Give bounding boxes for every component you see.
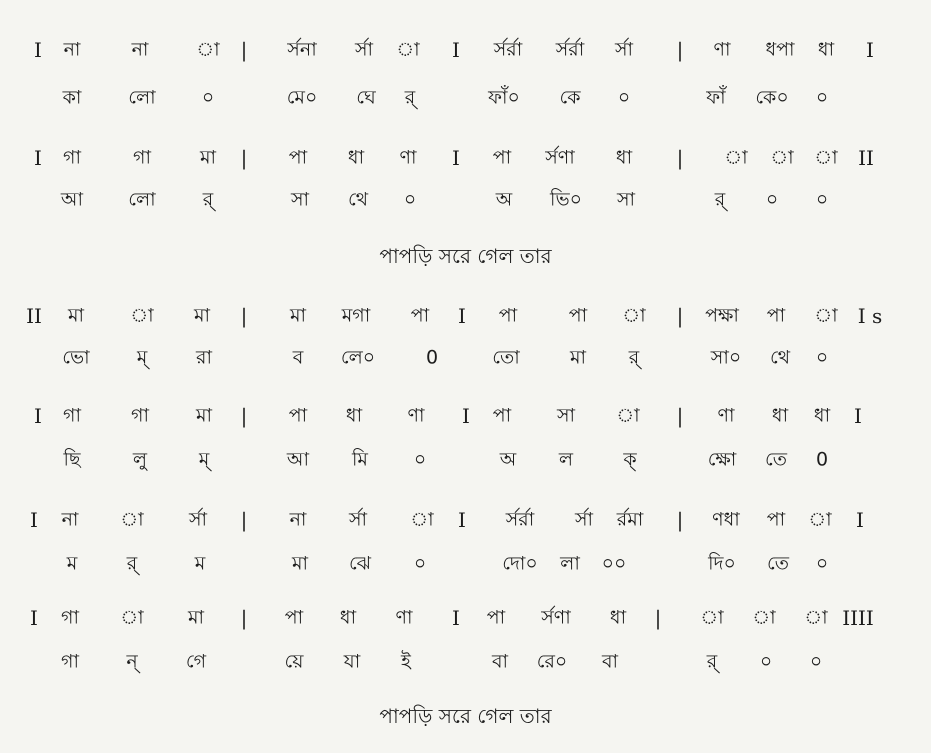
lyric-syllable: দো০ bbox=[502, 552, 538, 575]
lyric-syllable: ফাঁ bbox=[706, 86, 726, 109]
bar-line: | bbox=[240, 38, 248, 62]
lyric-syllable: র্ bbox=[714, 188, 726, 211]
swara-note: র্সা bbox=[354, 38, 374, 61]
lyric-syllable: মি bbox=[352, 448, 368, 471]
bar-line: I bbox=[34, 146, 42, 170]
bar-line: I bbox=[452, 606, 460, 630]
swara-note: র্সা bbox=[574, 508, 594, 531]
lyric-syllable: থে bbox=[769, 346, 791, 369]
notation-row bbox=[0, 500, 931, 540]
lyric-syllable: ন্ bbox=[126, 650, 138, 673]
swara-note: পা bbox=[410, 304, 430, 327]
lyric-syllable: অ bbox=[499, 448, 517, 471]
lyric-syllable: আ bbox=[60, 188, 84, 211]
notation-row bbox=[0, 296, 931, 336]
swara-note: া bbox=[770, 146, 794, 169]
lyric-syllable: ০০ bbox=[601, 552, 627, 575]
bar-line: | bbox=[654, 606, 662, 630]
lyric-syllable: ভো bbox=[62, 346, 90, 369]
lyric-syllable: লু bbox=[132, 448, 148, 471]
lyric-syllable: ছি bbox=[63, 448, 81, 471]
lyric-syllable: ক্ bbox=[623, 448, 637, 471]
bar-line: II bbox=[26, 304, 42, 328]
bar-line: | bbox=[676, 404, 684, 428]
lyric-syllable: ০ bbox=[815, 552, 829, 575]
bar-line: I bbox=[458, 508, 466, 532]
notation-row bbox=[0, 30, 931, 70]
bar-line: I bbox=[452, 146, 460, 170]
swara-note: গা bbox=[61, 606, 79, 629]
lyric-syllable: কে bbox=[559, 86, 581, 109]
lyric-syllable: সা bbox=[290, 188, 310, 211]
swara-note: া bbox=[814, 146, 838, 169]
lyric-syllable: ঝে bbox=[348, 552, 372, 575]
notation-row bbox=[0, 396, 931, 436]
swara-note: না bbox=[63, 38, 81, 61]
lyric-syllable: তে bbox=[767, 552, 789, 575]
swara-note: ণা bbox=[395, 606, 413, 629]
bar-line: I s bbox=[857, 304, 883, 328]
swara-note: ধা bbox=[817, 38, 835, 61]
swara-note: মা bbox=[187, 606, 205, 629]
lyric-syllable: য়ে bbox=[284, 650, 304, 673]
swara-note: া bbox=[616, 404, 640, 427]
lyric-syllable: ব bbox=[292, 346, 304, 369]
lyric-syllable: গে bbox=[185, 650, 207, 673]
lyric-syllable: যা bbox=[343, 650, 361, 673]
lyric-syllable: লো bbox=[128, 86, 156, 109]
swara-note: র্সা bbox=[614, 38, 634, 61]
swara-note: না bbox=[131, 38, 149, 61]
swara-note: পা bbox=[766, 304, 786, 327]
swara-note: মগা bbox=[341, 304, 371, 327]
swara-note: া bbox=[130, 304, 154, 327]
bar-line: | bbox=[676, 146, 684, 170]
swara-note: মা bbox=[195, 404, 213, 427]
swara-note: ধা bbox=[813, 404, 831, 427]
lyric-row bbox=[0, 440, 931, 480]
swara-note: া bbox=[622, 304, 646, 327]
swara-note: ণা bbox=[717, 404, 735, 427]
lyric-syllable: রা bbox=[196, 346, 212, 369]
lyric-syllable: 0 bbox=[425, 346, 439, 369]
swara-note: র্রমা bbox=[616, 508, 644, 531]
swara-note: ধা bbox=[615, 146, 633, 169]
lyric-syllable: ০ bbox=[413, 552, 427, 575]
swara-note: া bbox=[804, 606, 828, 629]
lyric-syllable: ফাঁ০ bbox=[488, 86, 520, 109]
lyric-syllable: র্ bbox=[706, 650, 718, 673]
lyric-syllable: ০ bbox=[617, 86, 631, 109]
swara-note: সা bbox=[556, 404, 576, 427]
bar-line: I bbox=[34, 38, 42, 62]
swara-note: র্সর্রা bbox=[505, 508, 535, 531]
bar-line: | bbox=[240, 146, 248, 170]
lyric-syllable: র্ bbox=[404, 86, 416, 109]
swara-note: ধা bbox=[339, 606, 357, 629]
lyric-syllable: অ bbox=[495, 188, 513, 211]
swara-note: পা bbox=[498, 304, 518, 327]
section-caption: পাপড়ি সরে গেল তার bbox=[379, 704, 552, 728]
lyric-syllable: ০ bbox=[403, 188, 417, 211]
swara-note: পা bbox=[284, 606, 304, 629]
bar-line: | bbox=[240, 606, 248, 630]
bar-line: I bbox=[30, 606, 38, 630]
lyric-row bbox=[0, 338, 931, 378]
lyric-syllable: ভি০ bbox=[550, 188, 582, 211]
lyric-syllable: ম bbox=[66, 552, 78, 575]
lyric-syllable: র্ bbox=[202, 188, 214, 211]
notation-row bbox=[0, 138, 931, 178]
lyric-syllable: ০ bbox=[815, 86, 829, 109]
bar-line: | bbox=[676, 38, 684, 62]
swara-note: ণধা bbox=[712, 508, 740, 531]
bar-line: I bbox=[854, 404, 862, 428]
swara-note: মা bbox=[193, 304, 211, 327]
lyric-syllable: কা bbox=[62, 86, 82, 109]
swara-note: পা bbox=[288, 404, 308, 427]
bar-line: I bbox=[452, 38, 460, 62]
lyric-syllable: র্ bbox=[628, 346, 640, 369]
swara-note: মা bbox=[289, 304, 307, 327]
lyric-syllable: লা bbox=[560, 552, 580, 575]
lyric-syllable: ক্ষো bbox=[707, 448, 737, 471]
swara-note: না bbox=[289, 508, 307, 531]
lyric-syllable: আ bbox=[286, 448, 310, 471]
lyric-row bbox=[0, 544, 931, 584]
lyric-syllable: ম্ bbox=[198, 448, 210, 471]
lyric-syllable: তো bbox=[492, 346, 520, 369]
swara-note: না bbox=[61, 508, 79, 531]
swara-note: ধপা bbox=[765, 38, 795, 61]
swara-note: া bbox=[196, 38, 220, 61]
swara-note: ণা bbox=[399, 146, 417, 169]
swara-note: ণা bbox=[407, 404, 425, 427]
lyric-syllable: কে০ bbox=[755, 86, 789, 109]
lyric-syllable: বা bbox=[491, 650, 509, 673]
swara-note: পা bbox=[492, 146, 512, 169]
lyric-syllable: ম bbox=[194, 552, 206, 575]
lyric-syllable: তে bbox=[765, 448, 787, 471]
lyric-syllable: বা bbox=[601, 650, 619, 673]
bar-line: II bbox=[858, 146, 874, 170]
swara-note: া bbox=[814, 304, 838, 327]
swara-note: র্সণা bbox=[545, 146, 575, 169]
lyric-syllable: সা bbox=[616, 188, 636, 211]
lyric-syllable: ০ bbox=[815, 346, 829, 369]
swara-note: গা bbox=[63, 404, 81, 427]
swara-note: া bbox=[396, 38, 420, 61]
swara-note: া bbox=[410, 508, 434, 531]
bar-line: | bbox=[676, 508, 684, 532]
lyric-row bbox=[0, 78, 931, 118]
section-caption: পাপড়ি সরে গেল তার bbox=[379, 244, 552, 268]
bar-line: I bbox=[458, 304, 466, 328]
bar-line: I bbox=[30, 508, 38, 532]
swara-note: া bbox=[752, 606, 776, 629]
lyric-syllable: ল bbox=[558, 448, 574, 471]
swara-note: া bbox=[724, 146, 748, 169]
swara-note: ণা bbox=[713, 38, 731, 61]
bar-line: IIII bbox=[842, 606, 874, 630]
swara-note: ধা bbox=[347, 146, 365, 169]
bar-line: I bbox=[34, 404, 42, 428]
bar-line: I bbox=[866, 38, 874, 62]
lyric-syllable: ০ bbox=[759, 650, 773, 673]
lyric-syllable: ০ bbox=[809, 650, 823, 673]
bar-line: I bbox=[462, 404, 470, 428]
lyric-syllable: 0 bbox=[815, 448, 829, 471]
swara-note: পা bbox=[288, 146, 308, 169]
swara-note: ধা bbox=[609, 606, 627, 629]
swara-note: র্সর্রা bbox=[493, 38, 523, 61]
swara-note: গা bbox=[133, 146, 151, 169]
lyric-syllable: ই bbox=[401, 650, 411, 673]
swara-note: পা bbox=[486, 606, 506, 629]
bar-line: | bbox=[240, 304, 248, 328]
swara-note: র্সা bbox=[188, 508, 208, 531]
lyric-syllable: দি০ bbox=[708, 552, 736, 575]
bar-line: I bbox=[856, 508, 864, 532]
swara-note: া bbox=[808, 508, 832, 531]
bar-line: | bbox=[240, 508, 248, 532]
lyric-syllable: ম্ bbox=[136, 346, 148, 369]
swara-note: গা bbox=[131, 404, 149, 427]
swara-note: া bbox=[120, 606, 144, 629]
lyric-syllable: থে bbox=[347, 188, 369, 211]
swara-note: র্সনা bbox=[287, 38, 317, 61]
lyric-syllable: গা bbox=[61, 650, 79, 673]
swara-note: পা bbox=[492, 404, 512, 427]
swara-note: পা bbox=[568, 304, 588, 327]
lyric-syllable: লে০ bbox=[340, 346, 376, 369]
lyric-row bbox=[0, 642, 931, 682]
lyric-syllable: সা০ bbox=[710, 346, 742, 369]
swara-note: মা bbox=[67, 304, 85, 327]
swara-note: া bbox=[120, 508, 144, 531]
lyric-syllable: ঘে bbox=[356, 86, 376, 109]
lyric-row bbox=[0, 180, 931, 220]
lyric-syllable: মা bbox=[291, 552, 309, 575]
bar-line: | bbox=[240, 404, 248, 428]
lyric-syllable: ০ bbox=[201, 86, 215, 109]
swara-note: র্সা bbox=[348, 508, 368, 531]
lyric-syllable: মা bbox=[569, 346, 587, 369]
swara-note: র্সর্রা bbox=[555, 38, 585, 61]
swara-note: ধা bbox=[771, 404, 789, 427]
swara-note: পা bbox=[766, 508, 786, 531]
lyric-syllable: লো bbox=[128, 188, 156, 211]
swara-note: র্সণা bbox=[541, 606, 571, 629]
swara-note: ধা bbox=[345, 404, 363, 427]
swara-note: গা bbox=[63, 146, 81, 169]
notation-row bbox=[0, 598, 931, 638]
bar-line: | bbox=[676, 304, 684, 328]
lyric-syllable: ০ bbox=[765, 188, 779, 211]
swara-note: পক্ষা bbox=[705, 304, 739, 327]
lyric-syllable: র্ bbox=[126, 552, 138, 575]
lyric-syllable: রে০ bbox=[536, 650, 568, 673]
lyric-syllable: মে০ bbox=[286, 86, 318, 109]
swara-note: মা bbox=[199, 146, 217, 169]
lyric-syllable: ০ bbox=[413, 448, 427, 471]
swara-note: া bbox=[700, 606, 724, 629]
lyric-syllable: ০ bbox=[815, 188, 829, 211]
